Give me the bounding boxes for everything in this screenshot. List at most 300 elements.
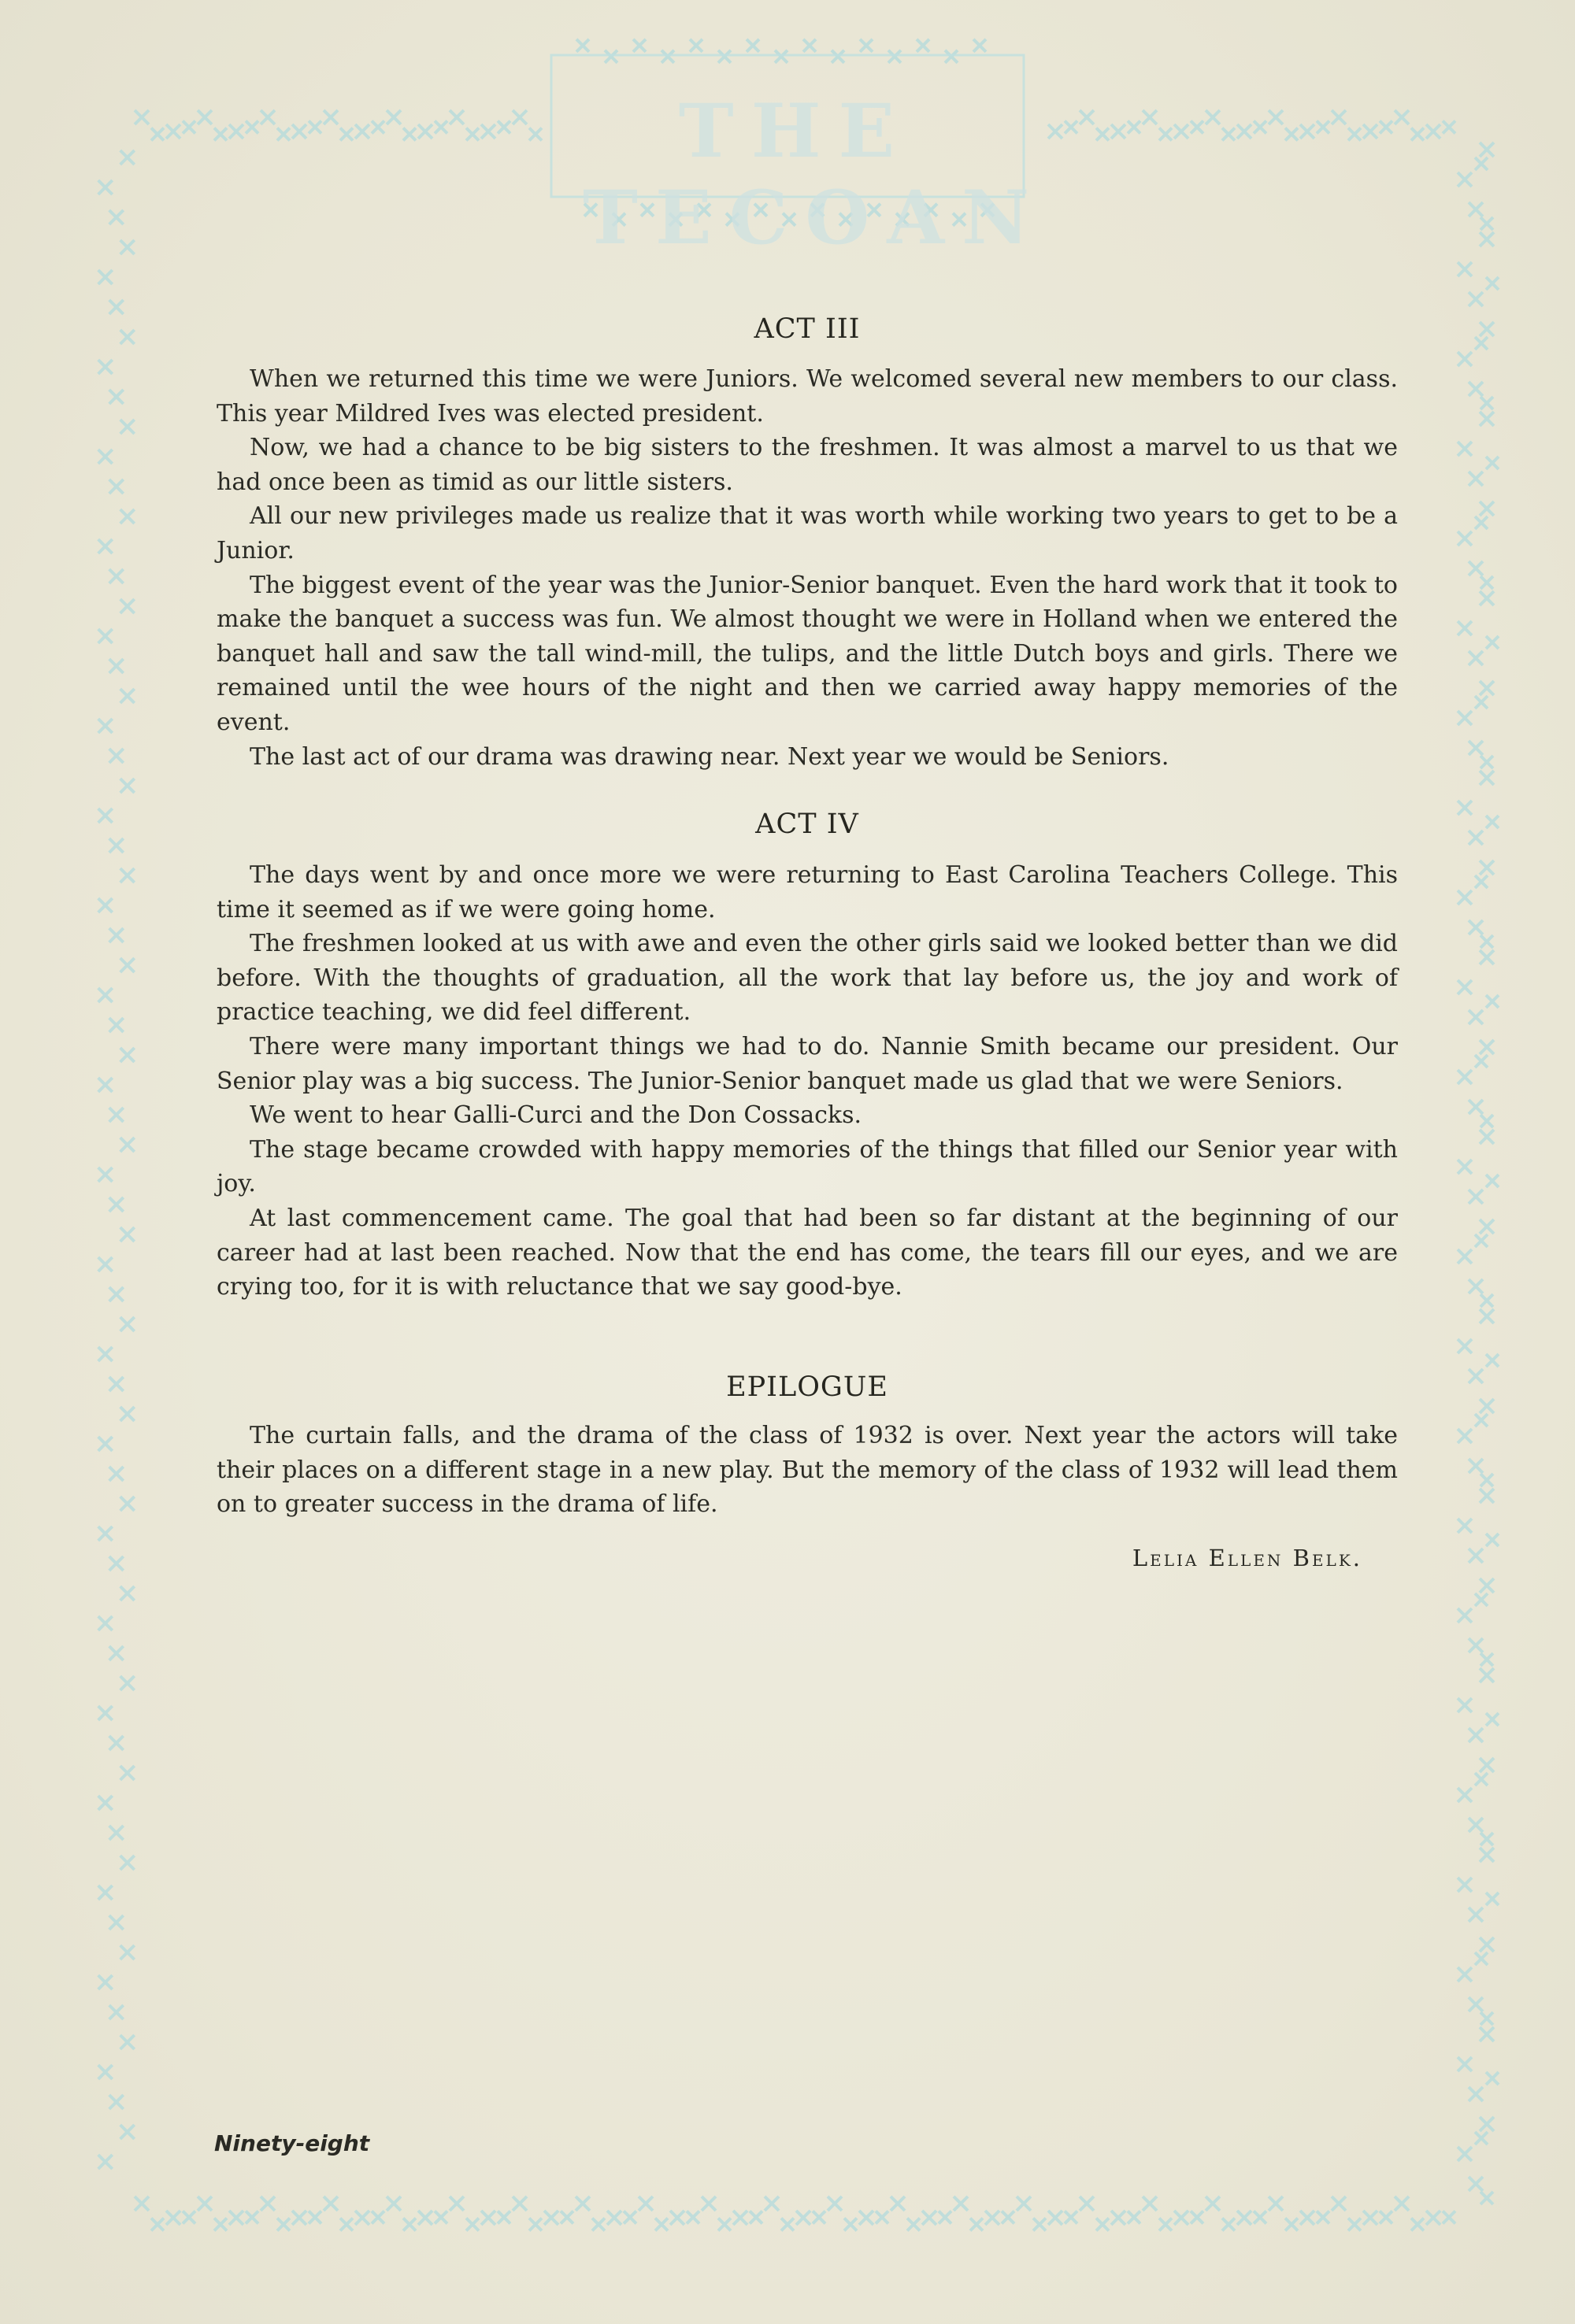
stitch-mark: [1475, 337, 1488, 350]
stitch-mark: [1458, 1788, 1472, 1802]
stitch-mark: [1480, 2027, 1494, 2041]
stitch-mark: [1065, 2211, 1077, 2224]
stitch-mark: [1486, 1893, 1499, 1905]
stitch-mark: [1111, 124, 1125, 139]
stitch-mark: [513, 2196, 527, 2211]
stitch-mark: [1174, 124, 1188, 139]
stitch-mark: [498, 121, 510, 134]
stitch-mark: [418, 2211, 432, 2225]
stitch-mark: [561, 2211, 573, 2224]
stitch-mark: [1469, 1549, 1483, 1563]
stitch-mark: [1475, 1593, 1488, 1606]
stitch-mark: [1480, 1653, 1493, 1666]
stitch-mark: [1143, 110, 1157, 124]
stitch-mark: [1458, 621, 1472, 635]
stitch-mark: [1480, 412, 1494, 426]
stitch-mark: [544, 2211, 558, 2225]
stitch-mark: [1254, 121, 1266, 134]
stitch-mark: [1363, 2211, 1377, 2225]
stitch-mark: [1469, 1190, 1483, 1204]
stitch-mark: [109, 2095, 124, 2109]
stitch-mark: [1480, 1040, 1494, 1054]
stitch-mark: [1480, 860, 1494, 875]
stitch-mark: [151, 2219, 164, 2231]
stitch-mark: [1469, 1459, 1483, 1473]
stitch-mark: [1300, 124, 1314, 139]
stitch-mark: [1443, 2211, 1455, 2224]
stitch-mark: [450, 2196, 464, 2211]
stitch-mark: [1458, 801, 1472, 815]
stitch-mark: [1486, 995, 1499, 1008]
epilogue-text: [217, 1419, 1398, 1522]
paragraph: The days went by and once more we were returning to East Carolina Teachers College. This time it seemed as if we were going home.: [217, 861, 1398, 923]
stitch-mark: [292, 2211, 306, 2225]
stitch-mark: [1475, 1414, 1488, 1427]
stitch-mark: [1480, 1219, 1494, 1234]
paragraph: The curtain falls, and the drama of the class of 1932 is over. Next year the actors will take their places on a different stage in a new play. But the memory of the class of 1932 will lead them on to greater success in the drama of life.: [217, 1422, 1398, 1519]
stitch-mark: [624, 2211, 636, 2224]
stitch-mark: [198, 110, 212, 124]
stitch-mark: [1469, 292, 1483, 306]
stitch-mark: [120, 2125, 135, 2139]
stitch-mark: [1348, 128, 1361, 141]
stitch-mark: [1480, 576, 1493, 589]
stitch-mark: [120, 509, 135, 524]
stitch-mark: [98, 898, 113, 912]
stitch-mark: [1486, 1175, 1499, 1187]
stitch-mark: [120, 1497, 135, 1511]
paragraph: The stage became crowded with happy memories of the things that filled our Senior year with joy.: [217, 1135, 1398, 1198]
stitch-mark: [1475, 2132, 1488, 2145]
stitch-mark: [1486, 1534, 1499, 1546]
stitch-mark: [1363, 124, 1377, 139]
stitch-mark: [403, 2219, 416, 2231]
stitch-mark: [917, 39, 929, 52]
stitch-mark: [481, 2211, 495, 2225]
stitch-mark: [907, 2219, 920, 2231]
stitch-mark: [1480, 1758, 1494, 1772]
stitch-mark: [151, 128, 164, 141]
stitch-mark: [355, 2211, 369, 2225]
stitch-mark: [576, 39, 589, 52]
stitch-mark: [98, 450, 113, 464]
stitch-mark: [1469, 1818, 1483, 1832]
stitch-mark: [214, 128, 227, 141]
stitch-mark: [775, 50, 788, 63]
stitch-mark: [98, 1078, 113, 1092]
stitch-mark: [1469, 1279, 1483, 1293]
stitch-mark: [687, 2211, 699, 2224]
stitch-mark: [120, 1766, 135, 1780]
stitch-mark: [1206, 2196, 1220, 2211]
stitch-mark: [98, 1975, 113, 1989]
stitch-mark: [109, 1197, 124, 1212]
stitch-mark: [891, 2196, 905, 2211]
stitch-mark: [781, 2219, 794, 2231]
stitch-mark: [1480, 2117, 1494, 2131]
stitch-mark: [702, 2196, 716, 2211]
stitch-mark: [1317, 121, 1329, 134]
paragraph: There were many important things we had to do. Nannie Smith became our president. Our Senior play was a big success. The Junior-Senior banquet made us glad that we were Seniors.: [217, 1032, 1398, 1095]
stitch-mark: [1486, 457, 1499, 469]
stitch-mark: [1480, 935, 1493, 948]
stitch-mark: [1080, 2196, 1094, 2211]
stitch-mark: [1426, 124, 1440, 139]
stitch-mark: [1469, 1728, 1483, 1742]
stitch-mark: [120, 868, 135, 883]
stitch-mark: [1469, 1908, 1483, 1922]
stitch-mark: [844, 2219, 857, 2231]
stitch-mark: [198, 2196, 212, 2211]
stitch-mark: [450, 110, 464, 124]
stitch-mark: [1469, 1369, 1483, 1383]
stitch-mark: [109, 1736, 124, 1750]
stitch-mark: [1486, 636, 1499, 649]
stitch-mark: [1469, 2087, 1483, 2101]
stitch-mark: [98, 1885, 113, 1900]
stitch-mark: [1480, 1399, 1494, 1413]
stitch-mark: [1458, 1160, 1472, 1174]
stitch-mark: [98, 809, 113, 823]
stitch-mark: [1458, 1878, 1472, 1892]
stitch-mark: [120, 599, 135, 613]
stitch-mark: [1458, 1249, 1472, 1264]
paragraph: The freshmen looked at us with awe and even the other girls said we looked better than we did before. With the thoughts of graduation, all the work that lay before us, the joy and work of practice teaching, we did feel different.: [217, 930, 1398, 1027]
stitch-mark: [120, 1676, 135, 1690]
stitch-mark: [1469, 2177, 1483, 2191]
stitch-mark: [529, 2219, 542, 2231]
stitch-mark: [120, 689, 135, 703]
stitch-mark: [1480, 1130, 1494, 1144]
stitch-mark: [1469, 920, 1483, 934]
stitch-mark: [1486, 1713, 1499, 1726]
stitch-mark: [1332, 2196, 1346, 2211]
stitch-mark: [292, 124, 306, 139]
stitch-mark: [214, 2219, 227, 2231]
stitch-mark: [945, 50, 958, 63]
stitch-mark: [985, 2211, 999, 2225]
stitch-mark: [109, 1467, 124, 1481]
stitch-mark: [1480, 681, 1494, 695]
stitch-mark: [340, 2219, 353, 2231]
stitch-mark: [939, 2211, 951, 2224]
stitch-mark: [592, 2219, 605, 2231]
stitch-mark: [387, 2196, 401, 2211]
stitch-mark: [387, 110, 401, 124]
stitch-mark: [1458, 2147, 1472, 2161]
stitch-mark: [803, 39, 816, 52]
stitch-mark: [1475, 516, 1488, 529]
stitch-mark: [1380, 2211, 1392, 2224]
stitch-mark: [1480, 1848, 1494, 1862]
stitch-mark: [109, 569, 124, 583]
stitch-mark: [1480, 1578, 1494, 1593]
stitch-mark: [954, 2196, 968, 2211]
stitch-mark: [498, 2211, 510, 2224]
stitch-mark: [120, 1407, 135, 1421]
stitch-mark: [655, 2219, 668, 2231]
stitch-mark: [662, 50, 674, 63]
stitch-mark: [1143, 2196, 1157, 2211]
stitch-mark: [876, 2211, 888, 2224]
stitch-mark: [1480, 591, 1494, 605]
stitch-mark: [1458, 262, 1472, 276]
stitch-mark: [1480, 2192, 1493, 2204]
stitch-mark: [1206, 110, 1220, 124]
stitch-mark: [639, 2196, 653, 2211]
stitch-mark: [261, 2196, 275, 2211]
stitch-mark: [1486, 1354, 1499, 1367]
stitch-mark: [466, 2219, 479, 2231]
stitch-mark: [1096, 2219, 1109, 2231]
stitch-mark: [1080, 110, 1094, 124]
stitch-mark: [98, 988, 113, 1002]
stitch-mark: [1348, 2219, 1361, 2231]
stitch-mark: [1480, 1309, 1494, 1323]
stitch-mark: [135, 110, 149, 124]
stitch-mark: [1480, 142, 1494, 157]
stitch-mark: [1111, 2211, 1125, 2225]
stitch-mark: [1458, 1429, 1472, 1443]
stitch-mark: [120, 1227, 135, 1242]
stitch-mark: [1469, 382, 1483, 396]
stitch-mark: [1096, 128, 1109, 141]
stitch-mark: [1469, 741, 1483, 755]
stitch-mark: [718, 2219, 731, 2231]
stitch-mark: [120, 1945, 135, 1959]
stitch-mark: [513, 110, 527, 124]
stitch-mark: [747, 39, 759, 52]
stitch-mark: [1469, 1100, 1483, 1114]
paragraph: We went to hear Galli-Curci and the Don Cossacks.: [250, 1101, 862, 1130]
stitch-mark: [733, 2211, 747, 2225]
stitch-mark: [828, 2196, 842, 2211]
stitch-mark: [813, 2211, 825, 2224]
stitch-mark: [1411, 2219, 1424, 2231]
stitch-mark: [1128, 2211, 1140, 2224]
yearbook-banner-title: THE TECOAN: [583, 88, 1047, 261]
stitch-mark: [324, 2196, 338, 2211]
stitch-mark: [120, 1048, 135, 1062]
stitch-mark: [670, 2211, 684, 2225]
stitch-mark: [109, 300, 124, 314]
stitch-mark: [1174, 2211, 1188, 2225]
stitch-mark: [1254, 2211, 1266, 2224]
stitch-mark: [1380, 121, 1392, 134]
stitch-mark: [1469, 202, 1483, 216]
stitch-mark: [1469, 1638, 1483, 1652]
stitch-mark: [98, 1527, 113, 1541]
paragraph: At last commencement came. The goal that had been so far distant at the beginning of our career had at last been reached. Now that the end has come, the tears fill our eyes, and we are crying too, for it is with reluctance that we say good-bye.: [217, 1204, 1398, 1301]
stitch-mark: [98, 1706, 113, 1720]
stitch-mark: [1458, 531, 1472, 546]
stitch-mark: [109, 928, 124, 942]
stitch-mark: [1480, 1294, 1493, 1307]
stitch-mark: [1411, 128, 1424, 141]
stitch-mark: [98, 180, 113, 194]
stitch-mark: [1475, 157, 1488, 170]
stitch-mark: [98, 1437, 113, 1451]
stitch-mark: [98, 1257, 113, 1271]
stitch-mark: [109, 1826, 124, 1840]
stitch-mark: [633, 39, 646, 52]
stitch-mark: [246, 2211, 258, 2224]
stitch-mark: [1269, 2196, 1283, 2211]
stitch-mark: [109, 390, 124, 404]
stitch-mark: [1237, 124, 1251, 139]
author-signature: Lelia Ellen Belk.: [1132, 1545, 1362, 1571]
stitch-mark: [1426, 2211, 1440, 2225]
stitch-mark: [1048, 2211, 1062, 2225]
stitch-mark: [888, 50, 901, 63]
stitch-mark: [1128, 121, 1140, 134]
stitch-mark: [372, 2211, 384, 2224]
stitch-mark: [1469, 472, 1483, 486]
stitch-mark: [109, 1915, 124, 1930]
stitch-mark: [1480, 1668, 1494, 1682]
stitch-mark: [1486, 816, 1499, 828]
paragraph: Now, we had a chance to be big sisters to the freshmen. It was almost a marvel to us that we had once been as timid as our little sisters.: [217, 434, 1398, 496]
stitch-mark: [796, 2211, 810, 2225]
stitch-mark: [109, 1018, 124, 1032]
stitch-mark: [120, 420, 135, 434]
stitch-mark: [750, 2211, 762, 2224]
stitch-mark: [98, 1347, 113, 1361]
stitch-mark: [1458, 1967, 1472, 1982]
stitch-mark: [98, 2065, 113, 2079]
stitch-mark: [372, 121, 384, 134]
stitch-mark: [98, 629, 113, 643]
stitch-mark: [98, 1796, 113, 1810]
stitch-mark: [98, 1168, 113, 1182]
stitch-mark: [1458, 890, 1472, 905]
stitch-mark: [183, 2211, 195, 2224]
stitch-mark: [309, 2211, 321, 2224]
stitch-mark: [109, 2005, 124, 2019]
stitch-mark: [1002, 2211, 1014, 2224]
stitch-mark: [120, 330, 135, 344]
stitch-mark: [1458, 980, 1472, 994]
stitch-mark: [1475, 696, 1488, 709]
stitch-mark: [1480, 1489, 1494, 1503]
stitch-mark: [277, 128, 290, 141]
stitch-mark: [120, 240, 135, 254]
stitch-mark: [1469, 1997, 1483, 2011]
epilogue-heading: EPILOGUE: [726, 1371, 888, 1403]
stitch-mark: [1458, 1519, 1472, 1533]
act-four-text: [217, 858, 1398, 1304]
stitch-mark: [1480, 1115, 1493, 1127]
stitch-mark: [1475, 1234, 1488, 1247]
stitch-mark: [403, 128, 416, 141]
stitch-mark: [324, 110, 338, 124]
page-number: Ninety-eight: [214, 2130, 370, 2156]
stitch-mark: [109, 1377, 124, 1391]
stitch-mark: [1469, 1010, 1483, 1024]
stitch-mark: [1480, 950, 1494, 964]
stitch-mark: [109, 1556, 124, 1571]
stitch-mark: [98, 1616, 113, 1630]
stitch-mark: [1480, 501, 1494, 516]
stitch-mark: [1191, 121, 1203, 134]
stitch-mark: [1480, 756, 1493, 768]
stitch-mark: [109, 210, 124, 224]
stitch-mark: [418, 124, 432, 139]
stitch-mark: [135, 2196, 149, 2211]
stitch-mark: [183, 121, 195, 134]
stitch-mark: [109, 1108, 124, 1122]
stitch-mark: [1395, 110, 1409, 124]
stitch-mark: [109, 838, 124, 853]
stitch-mark: [229, 124, 243, 139]
stitch-mark: [1480, 1833, 1493, 1845]
stitch-mark: [1480, 397, 1493, 409]
stitch-mark: [166, 124, 180, 139]
stitch-mark: [98, 360, 113, 374]
stitch-mark: [1017, 2196, 1031, 2211]
stitch-mark: [166, 2211, 180, 2225]
stitch-mark: [1458, 711, 1472, 725]
paragraph: When we returned this time we were Juniors. We welcomed several new members to our class. This year Mildred Ives was elected president.: [217, 365, 1398, 427]
stitch-mark: [690, 39, 702, 52]
stitch-mark: [1458, 1608, 1472, 1623]
stitch-mark: [1395, 2196, 1409, 2211]
stitch-mark: [765, 2196, 779, 2211]
stitch-mark: [120, 779, 135, 793]
stitch-mark: [1300, 2211, 1314, 2225]
stitch-mark: [98, 719, 113, 733]
stitch-mark: [1159, 128, 1172, 141]
stitch-mark: [860, 39, 873, 52]
stitch-mark: [1469, 651, 1483, 665]
stitch-mark: [1475, 1055, 1488, 1068]
paragraph: All our new privileges made us realize that it was worth while working two years to get to be a Junior.: [217, 502, 1398, 564]
stitch-mark: [832, 50, 844, 63]
stitch-mark: [120, 1138, 135, 1152]
stitch-mark: [246, 121, 258, 134]
stitch-mark: [229, 2211, 243, 2225]
stitch-mark: [1285, 128, 1298, 141]
stitch-mark: [1458, 1070, 1472, 1084]
stitch-mark: [466, 128, 479, 141]
stitch-mark: [1285, 2219, 1298, 2231]
stitch-mark: [1222, 128, 1235, 141]
stitch-mark: [1237, 2211, 1251, 2225]
stitch-mark: [970, 2219, 983, 2231]
stitch-mark: [1159, 2219, 1172, 2231]
stitch-mark: [309, 121, 321, 134]
stitch-mark: [1458, 2057, 1472, 2071]
stitch-mark: [120, 1317, 135, 1331]
stitch-mark: [1475, 875, 1488, 888]
stitch-mark: [1480, 1937, 1494, 1952]
stitch-mark: [1458, 1698, 1472, 1712]
stitch-mark: [277, 2219, 290, 2231]
stitch-mark: [340, 128, 353, 141]
stitch-mark: [435, 2211, 447, 2224]
stitch-mark: [1475, 1952, 1488, 1965]
stitch-mark: [109, 479, 124, 494]
stitch-mark: [1480, 217, 1493, 230]
stitch-mark: [1033, 2219, 1046, 2231]
stitch-mark: [1317, 2211, 1329, 2224]
stitch-mark: [109, 1287, 124, 1301]
stitch-mark: [120, 1586, 135, 1601]
stitch-mark: [1480, 771, 1494, 785]
stitch-mark: [109, 659, 124, 673]
stitch-mark: [605, 50, 617, 63]
act-three-text: [217, 362, 1398, 774]
